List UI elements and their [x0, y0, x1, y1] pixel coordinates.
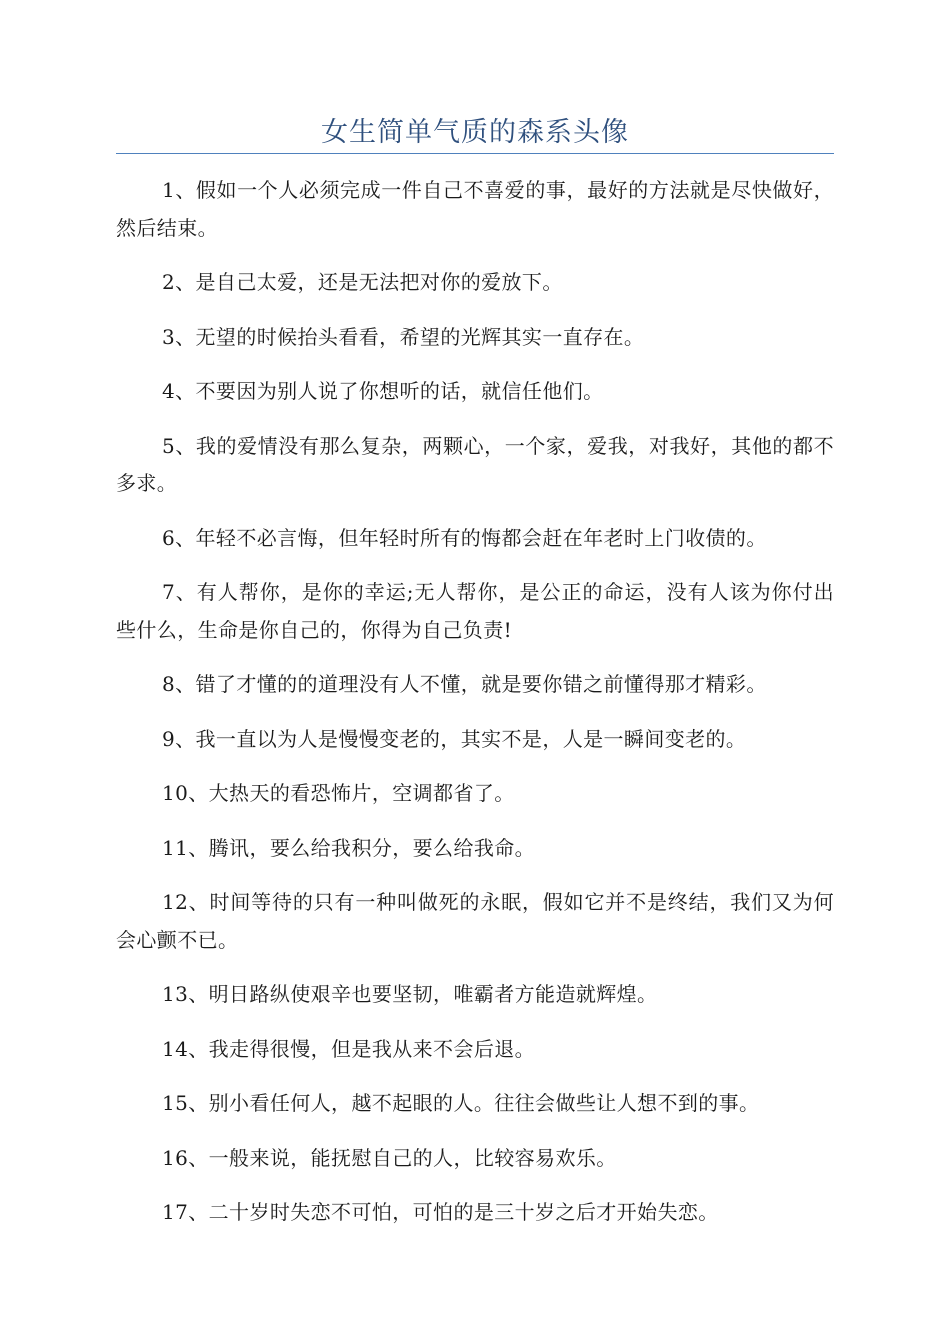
paragraph: 13、明日路纵使艰辛也要坚韧，唯霸者方能造就辉煌。 [162, 982, 658, 1006]
paragraph: 2、是自己太爱，还是无法把对你的爱放下。 [162, 270, 563, 294]
page-title: 女生简单气质的森系头像 [321, 117, 629, 148]
document-body [116, 172, 834, 1249]
paragraph: 7、有人帮你，是你的幸运;无人帮你，是公正的命运，没有人该为你付出些什么，生命是你自己的，你得为自己负责! [116, 580, 834, 642]
paragraph: 3、无望的时候抬头看看，希望的光辉其实一直存在。 [162, 324, 645, 349]
paragraph: 12、时间等待的只有一种叫做死的永眠，假如它并不是终结，我们又为何会心颤不已。 [116, 890, 834, 952]
paragraph: 4、不要因为别人说了你想听的话，就信任他们。 [162, 379, 604, 403]
paragraph: 15、别小看任何人，越不起眼的人。往往会做些让人想不到的事。 [162, 1091, 760, 1115]
paragraph: 5、我的爱情没有那么复杂，两颗心，一个家，爱我，对我好，其他的都不多求。 [116, 433, 834, 495]
paragraph: 6、年轻不必言悔，但年轻时所有的悔都会赶在年老时上门收债的。 [162, 525, 767, 550]
paragraph: 14、我走得很慢，但是我从来不会后退。 [162, 1036, 536, 1061]
title-underline [116, 153, 834, 154]
paragraph: 16、一般来说，能抚慰自己的人，比较容易欢乐。 [162, 1145, 617, 1170]
paragraph: 8、错了才懂的的道理没有人不懂，就是要你错之前懂得那才精彩。 [162, 672, 767, 696]
paragraph: 11、腾讯，要么给我积分，要么给我命。 [162, 835, 536, 860]
paragraph: 10、大热天的看恐怖片，空调都省了。 [162, 781, 515, 805]
paragraph: 9、我一直以为人是慢慢变老的，其实不是，人是一瞬间变老的。 [162, 726, 747, 751]
paragraph: 1、假如一个人必须完成一件自己不喜爱的事，最好的方法就是尽快做好，然后结束。 [116, 178, 834, 240]
paragraph: 17、二十岁时失恋不可怕，可怕的是三十岁之后才开始失恋。 [162, 1200, 719, 1224]
